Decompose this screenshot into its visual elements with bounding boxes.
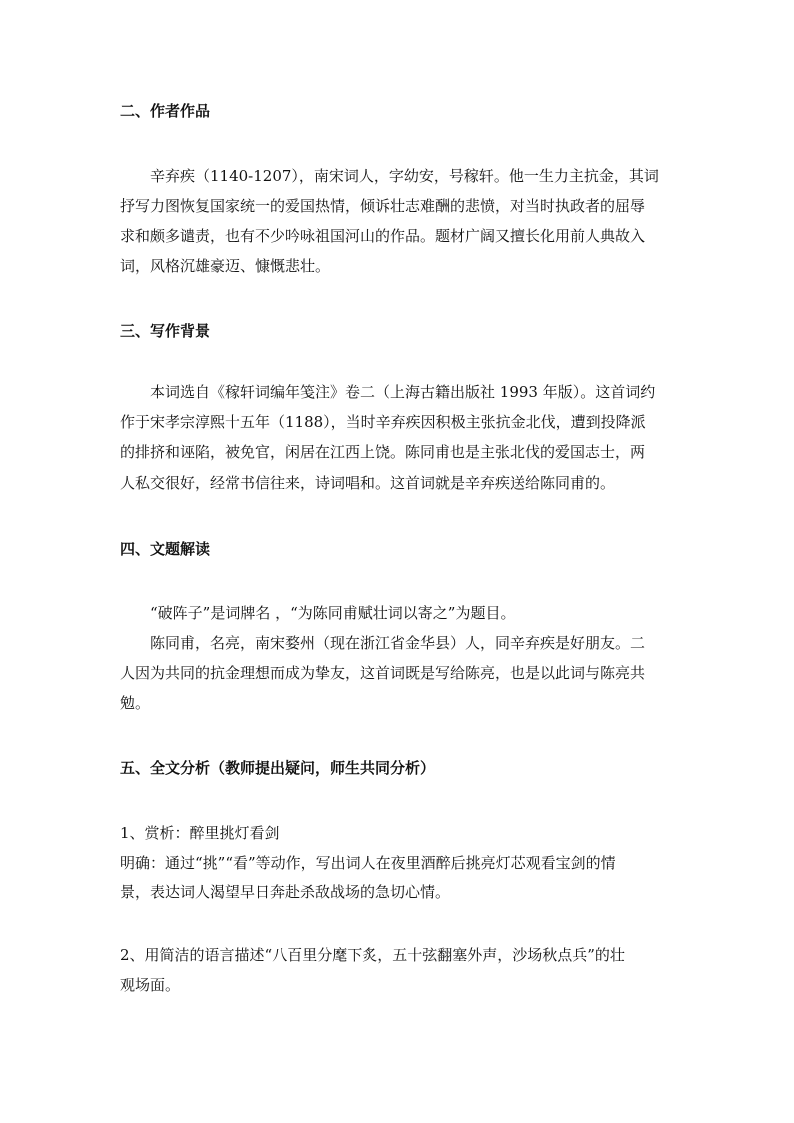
section-heading-author-works: 二、作者作品 xyxy=(120,102,211,120)
section-heading-writing-background: 三、写作背景 xyxy=(120,322,211,340)
paragraph-line: “破阵子”是词牌名 ，“为陈同甫赋壮词以寄之”为题目。 xyxy=(150,604,516,622)
paragraph-line: 求和颇多谴责，也有不少吟咏祖国河山的作品。题材广阔又擅长化用前人典故入 xyxy=(120,227,646,245)
paragraph-line: 陈同甫，名亮，南宋婺州（现在浙江省金华县）人，同辛弃疾是好朋友。二 xyxy=(150,634,646,652)
question-line: 观场面。 xyxy=(120,976,181,994)
paragraph-line: 抒写力图恢复国家统一的爱国热情，倾诉壮志难酬的悲愤，对当时执政者的屈辱 xyxy=(120,197,646,215)
paragraph-line: 人因为共同的抗金理想而成为挚友，这首词既是写给陈亮，也是以此词与陈亮共 xyxy=(120,664,646,682)
question-line: 2、用简洁的语言描述“八百里分麾下炙，五十弦翻塞外声，沙场秋点兵”的壮 xyxy=(120,946,625,964)
answer-line: 景，表达词人渴望早日奔赴杀敌战场的急切心情。 xyxy=(120,883,451,901)
paragraph-line: 辛弃疾（1140-1207），南宋词人，字幼安，号稼轩。他一生力主抗金，其词 xyxy=(150,167,659,185)
section-heading-title-interpretation: 四、文题解读 xyxy=(120,540,211,558)
question-title: 1、赏析：醉里挑灯看剑 xyxy=(120,824,280,842)
paragraph-line: 作于宋孝宗淳熙十五年（1188），当时辛弃疾因积极主张抗金北伐，遭到投降派 xyxy=(120,413,646,431)
paragraph-line: 本词选自《稼轩词编年笺注》卷二（上海古籍出版社 1993 年版）。这首词约 xyxy=(150,383,656,401)
paragraph-line: 词，风格沉雄豪迈、慷慨悲壮。 xyxy=(120,257,331,275)
section-heading-full-text-analysis: 五、全文分析（教师提出疑问，师生共同分析） xyxy=(120,759,436,777)
answer-line: 明确：通过“挑”“看”等动作，写出词人在夜里酒醉后挑亮灯芯观看宝剑的情 xyxy=(120,854,616,872)
paragraph-line: 勉。 xyxy=(120,694,151,712)
paragraph-line: 的排挤和诬陷，被免官，闲居在江西上饶。陈同甫也是主张北伐的爱国志士，两 xyxy=(120,443,646,461)
paragraph-line: 人私交很好，经常书信往来，诗词唱和。这首词就是辛弃疾送给陈同甫的。 xyxy=(120,474,616,492)
